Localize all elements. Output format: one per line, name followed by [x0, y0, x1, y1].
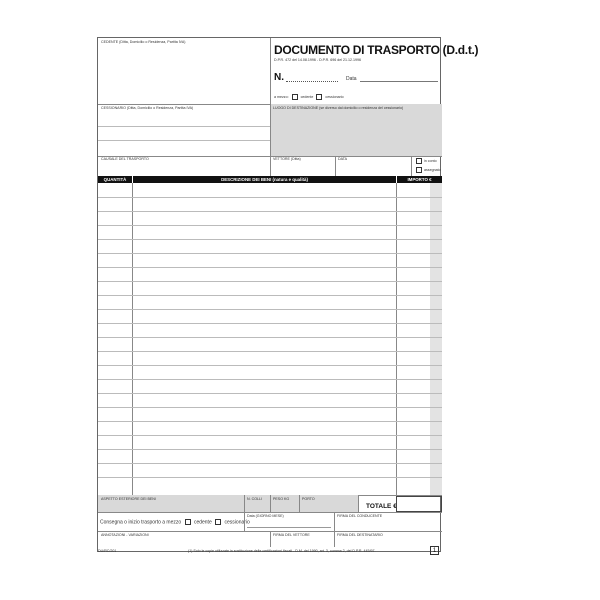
table-row: [98, 477, 442, 478]
table-row: [98, 309, 442, 310]
colli-label: N. COLLI: [247, 497, 262, 501]
table-row: [98, 393, 442, 394]
quantity-header: QUANTITÀ: [98, 176, 132, 183]
in-conto-option[interactable]: in conto: [414, 158, 437, 164]
destination-box[interactable]: [270, 104, 442, 156]
footer-divider-2: [270, 495, 271, 512]
total-label: TOTALE €: [366, 503, 397, 510]
causale-divider-1: [270, 156, 271, 176]
means-cessionario-checkbox[interactable]: [316, 94, 322, 100]
table-row: [98, 197, 442, 198]
recipient-sign-label: FIRMA DEL DESTINATARIO: [337, 533, 383, 537]
date-label: Data: [346, 76, 357, 82]
transport-date-label: DATA: [338, 157, 348, 161]
document-title: DOCUMENTO DI TRASPORTO (D.d.t.): [274, 43, 479, 57]
footer-divider-5: [244, 512, 245, 531]
delivery-cedente-checkbox[interactable]: [185, 519, 191, 525]
table-row: [98, 337, 442, 338]
in-conto-checkbox[interactable]: [416, 158, 422, 164]
destination-label: LUOGO DI DESTINAZIONE (se diverso dal domicilio o residenza del cessionario): [273, 106, 404, 110]
driver-sign-label: FIRMA DEL CONDUCENTE: [337, 514, 383, 518]
footer-divider-1: [244, 495, 245, 512]
legal-note: (1) Solo le copie utilizzate in sostituzione delle certificazioni fiscali - D.M. del 1990, art. 3, comma 2, del D.P.R. 445/97.: [188, 549, 376, 553]
carrier-sign-label: FIRMA DEL VETTORE: [273, 533, 310, 537]
assegnato-checkbox[interactable]: [416, 167, 422, 173]
table-row: [98, 267, 442, 268]
date-time-label: Data (GIORNO MESE): [247, 514, 284, 518]
by-means-label: a mezzo:: [274, 94, 289, 99]
footer-divider-3: [299, 495, 300, 512]
date-field[interactable]: [360, 81, 438, 82]
table-row: [98, 295, 442, 296]
weight-label: PESO KG: [273, 497, 290, 501]
table-row: [98, 435, 442, 436]
port-label: PORTO: [302, 497, 315, 501]
table-row: [98, 463, 442, 464]
aspect-label: ASPETTO ESTERIORE DEI BENI: [101, 497, 156, 501]
table-row: [98, 239, 442, 240]
footer-divider-4: [358, 495, 359, 512]
footer-divider-6: [334, 512, 335, 531]
table-row: [98, 281, 442, 282]
page-number: 1: [430, 546, 439, 555]
mid-divider: [270, 104, 271, 156]
table-row: [98, 365, 442, 366]
table-row: [98, 421, 442, 422]
table-row: [98, 253, 442, 254]
delivery-row: [100, 519, 250, 525]
table-row: [98, 211, 442, 212]
table-row: [98, 449, 442, 450]
table-row: [98, 225, 442, 226]
means-cedente-label: cedente: [300, 94, 314, 99]
causale-label: CAUSALE DEL TRASPORTO: [101, 157, 149, 161]
delivery-cedente-label: cedente: [193, 519, 212, 526]
form-code: DU/RC/201: [98, 549, 117, 553]
carrier-label: VETTORE (Ditta): [273, 157, 301, 161]
causale-divider-3: [411, 156, 412, 176]
recipient-line-1: [98, 126, 270, 127]
amount-header: IMPORTO €: [397, 176, 442, 183]
assegnato-option[interactable]: assegnato: [414, 167, 441, 173]
description-header: DESCRIZIONE DEI BENI (natura e qualità): [133, 176, 396, 183]
date-time-field[interactable]: [247, 527, 331, 528]
delivery-cessionario-label: cessionario: [224, 519, 250, 526]
goods-table-body[interactable]: [98, 183, 442, 495]
total-field[interactable]: [396, 496, 442, 512]
document-subtitle: D.P.R. 472 del 14.08.1996 - D.P.R. 696 del 21.12.1996: [274, 58, 361, 62]
top-divider: [270, 38, 271, 104]
means-cessionario-label: cessionario: [325, 94, 344, 99]
table-row: [98, 351, 442, 352]
notes-label: ANNOTAZIONI - VARIAZIONI: [101, 533, 149, 537]
table-row: [98, 323, 442, 324]
by-means-row: [274, 94, 344, 100]
table-row: [98, 407, 442, 408]
means-cedente-checkbox[interactable]: [292, 94, 298, 100]
footer-divider-8: [334, 531, 335, 547]
number-label: N.: [274, 72, 284, 83]
footer-line-1: [98, 512, 442, 513]
delivery-cessionario-checkbox[interactable]: [215, 519, 221, 525]
number-field[interactable]: [286, 81, 338, 82]
causale-divider-2: [335, 156, 336, 176]
recipient-label: CESSIONARIO (Ditta, Domicilio o Residenza, Partita IVA): [101, 106, 194, 110]
delivery-text: Consegna o inizio trasporto a mezzo: [100, 519, 182, 526]
transport-document-form: [97, 37, 479, 552]
table-row: [98, 379, 442, 380]
footer-divider-7: [270, 531, 271, 547]
sender-label: CEDENTE (Ditta, Domicilio o Residenza, Partita IVA): [101, 40, 186, 44]
recipient-line-2: [98, 140, 270, 141]
